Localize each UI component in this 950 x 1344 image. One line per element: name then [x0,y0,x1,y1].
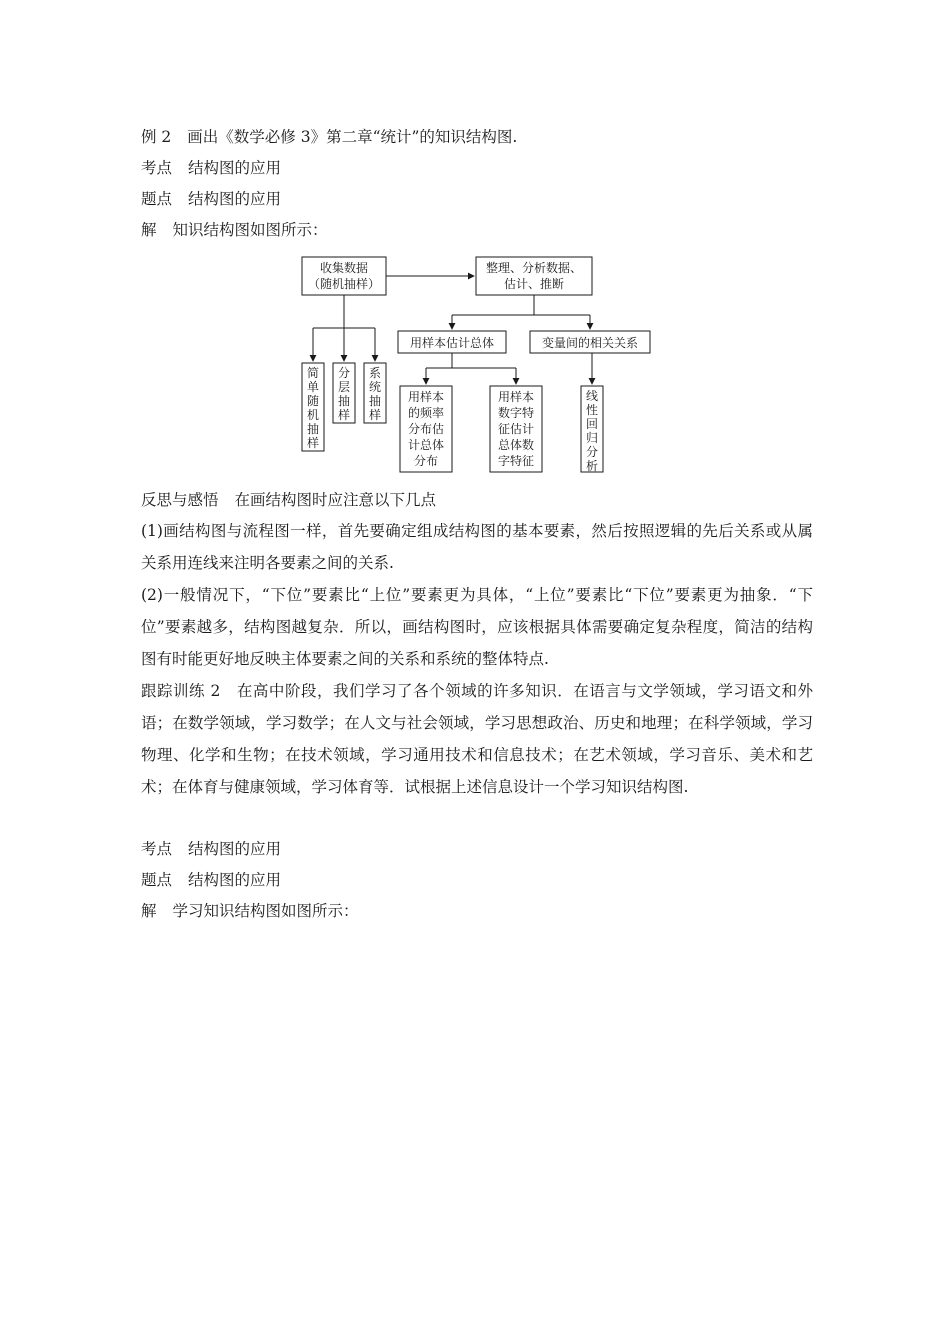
char: 抽 [368,394,381,408]
char: 随 [306,394,319,408]
kaodian-line-2 [141,839,281,859]
numeric-line: 数字特 [497,406,534,420]
char: 性 [585,403,598,417]
freq-line: 分布估 [407,422,444,436]
solution-label: 解 [141,221,157,239]
char: 线 [585,389,598,403]
example-label: 例 2 [141,128,172,146]
char: 简 [306,366,319,380]
tidian-line [141,189,281,209]
solution-line-2 [141,901,359,921]
numeric-line: 字特征 [497,454,534,468]
solution-line [141,220,328,240]
organize-line2: 估计、推断 [503,277,564,291]
char: 抽 [306,422,319,436]
estimate-text: 用样本估计总体 [409,336,494,350]
kaodian-label: 考点 [141,159,173,177]
char: 机 [306,408,319,422]
freq-line: 计总体 [407,438,444,452]
organize-text [476,260,592,292]
kaodian-label: 考点 [141,840,173,858]
reflection-title-text: 在画结构图时应注意以下几点 [234,491,437,509]
kaodian-line [141,158,281,178]
tidian-text: 结构图的应用 [188,871,282,889]
tidian-line-2 [141,870,281,890]
char: 回 [585,417,598,431]
char: 单 [306,380,319,394]
kaodian-text: 结构图的应用 [188,159,282,177]
collect-line1: 收集数据 [319,261,368,275]
correlation-text: 变量间的相关关系 [541,336,638,350]
freq-line: 用样本 [407,390,444,404]
regression-text [581,389,603,473]
numeric-line: 征估计 [497,422,534,436]
tidian-label: 题点 [141,871,173,889]
simple-sampling-text [302,366,324,450]
char: 样 [337,408,350,422]
reflection-heading [141,490,436,510]
training-label: 跟踪训练 2 [141,682,221,700]
training-paragraph [141,675,813,803]
freq-text [400,389,452,469]
training-text: 在高中阶段，我们学习了各个领域的许多知识．在语言与文学领域，学习语文和外语；在数学领域，学习数学；在人文与社会领域，学习思想政治、历史和地理；在科学领域，学习物理、化学和生物；在技术领域，学习通用技术和信息技术；在艺术领域，学习音乐、美术和艺术；在体育与健康领域，学习体育等．试根据上述信息设计一个学习知识结构图. [141,682,813,796]
char: 样 [368,408,381,422]
stratified-sampling-text [333,366,355,422]
collect-line2: （随机抽样） [307,277,380,291]
reflection-title: 反思与感悟 [141,491,219,509]
char: 样 [306,436,319,450]
freq-line: 分布 [413,454,438,468]
collect-text [302,260,386,292]
reflection-point-1: (1)画结构图与流程图一样，首先要确定组成结构图的基本要素，然后按照逻辑的先后关系或从属关系用连线来注明各要素之间的关系. [141,522,813,572]
reflection-point-2: (2)一般情况下，“下位”要素比“上位”要素更为具体，“上位”要素比“下位”要素更为抽象．“下位”要素越多，结构图越复杂．所以，画结构图时，应该根据具体需要确定复杂程度，简洁的结构图有时能更好地反映主体要素之间的关系和系统的整体特点. [141,586,813,668]
solution-text: 知识结构图如图所示： [172,221,328,239]
char: 层 [337,380,350,394]
freq-line: 的频率 [407,406,444,420]
numeric-text [490,389,542,469]
tidian-text: 结构图的应用 [188,190,282,208]
numeric-line: 总体数 [497,438,534,452]
kaodian-text: 结构图的应用 [188,840,282,858]
solution-text: 学习知识结构图如图所示： [172,902,359,920]
char: 系 [368,366,381,380]
char: 分 [337,366,350,380]
char: 析 [585,459,598,473]
char: 归 [585,431,598,445]
numeric-line: 用样本 [497,390,534,404]
systematic-sampling-text [364,366,386,422]
example-text: 画出《数学必修 3》第二章“统计”的知识结构图. [187,128,518,146]
solution-label: 解 [141,902,157,920]
char: 抽 [337,394,350,408]
char: 统 [368,380,381,394]
example-heading [141,127,517,147]
tidian-label: 题点 [141,190,173,208]
char: 分 [585,445,598,459]
organize-line1: 整理、分析数据、 [485,261,582,275]
